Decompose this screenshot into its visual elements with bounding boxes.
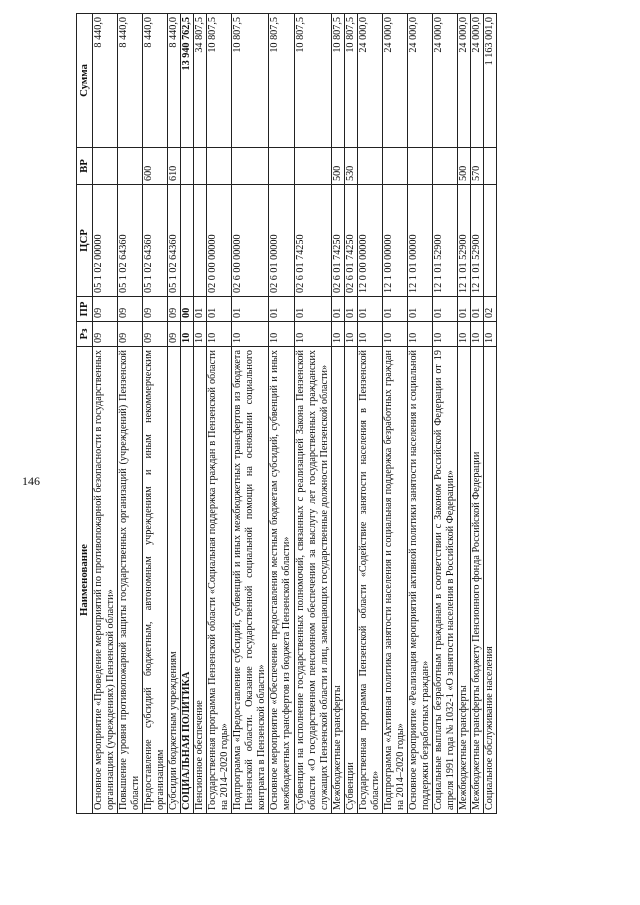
table-row: [483, 14, 496, 814]
budget-table: [76, 13, 497, 814]
cell-pr: 01: [232, 297, 269, 322]
cell-pr: 01: [344, 297, 357, 322]
cell-vr: 530: [344, 148, 357, 185]
cell-csr: 12 0 00 00000: [357, 185, 382, 297]
cell-csr: 12 1 01 00000: [407, 185, 432, 297]
cell-vr: [483, 148, 496, 185]
header-pr: ПР: [77, 297, 93, 322]
cell-vr: 600: [143, 148, 168, 185]
cell-sum: 24 000,0: [470, 14, 483, 148]
cell-sum: 24 000,0: [382, 14, 407, 148]
cell-csr: 12 1 01 52900: [470, 185, 483, 297]
cell-csr: 02 6 01 74250: [294, 185, 331, 297]
cell-vr: [269, 148, 294, 185]
table-row: [194, 14, 207, 814]
cell-csr: 02 6 00 00000: [232, 185, 269, 297]
cell-pr: 00: [181, 297, 194, 322]
cell-sum: 24 000,0: [407, 14, 432, 148]
cell-rz: 10: [269, 322, 294, 347]
cell-name: Пенсионное обеспечение: [194, 347, 207, 814]
cell-rz: 10: [483, 322, 496, 347]
cell-vr: [207, 148, 232, 185]
cell-sum: 10 807,5: [294, 14, 331, 148]
cell-pr: 01: [194, 297, 207, 322]
cell-vr: [407, 148, 432, 185]
cell-pr: 09: [143, 297, 168, 322]
table-row: [207, 14, 232, 814]
table-row: [407, 14, 432, 814]
cell-rz: 10: [432, 322, 457, 347]
cell-csr: 05 1 02 64360: [118, 185, 143, 297]
cell-name: Субвенции: [344, 347, 357, 814]
header-sum: Сумма: [77, 14, 93, 148]
cell-pr: 09: [118, 297, 143, 322]
cell-csr: 12 1 01 52900: [432, 185, 457, 297]
cell-name: Основное мероприятие «Проведение мероприятий по противопожарной безопасности в государственных организациях (учреждениях) Пензенской области»: [93, 347, 118, 814]
cell-sum: 24 000,0: [432, 14, 457, 148]
cell-rz: 10: [357, 322, 382, 347]
cell-name: Межбюджетные трансферты бюджету Пенсионного фонда Российской Федерации: [470, 347, 483, 814]
cell-rz: 10: [181, 322, 194, 347]
cell-name: Субвенции на исполнение государственных полномочий, связанных с реализацией Закона Пензенской области «О государственном пенсионном обеспечении за выслугу лет государственных гражданских служащих Пензенской области и лиц, замещающих государственные должности Пензенской области»: [294, 347, 331, 814]
cell-vr: 570: [470, 148, 483, 185]
cell-sum: 10 807,5: [344, 14, 357, 148]
cell-csr: [194, 185, 207, 297]
cell-name: СОЦИАЛЬНАЯ ПОЛИТИКА: [181, 347, 194, 814]
cell-vr: [357, 148, 382, 185]
cell-pr: 01: [470, 297, 483, 322]
cell-vr: 500: [457, 148, 470, 185]
cell-csr: 05 1 02 64360: [143, 185, 168, 297]
cell-pr: 02: [483, 297, 496, 322]
cell-sum: 10 807,5: [232, 14, 269, 148]
cell-name: Межбюджетные трансферты: [331, 347, 344, 814]
cell-rz: 10: [407, 322, 432, 347]
cell-csr: 05 1 02 64360: [168, 185, 181, 297]
cell-rz: 10: [344, 322, 357, 347]
cell-pr: 01: [207, 297, 232, 322]
cell-vr: [118, 148, 143, 185]
cell-csr: 05 1 02 00000: [93, 185, 118, 297]
cell-csr: 02 0 00 00000: [207, 185, 232, 297]
cell-name: Подпрограмма «Предоставление субсидий, субвенций и иных межбюджетных трансфертов из бюджета Пензенской области. Оказание государственной социальной помощи на основании социального контракта в Пензенской области»: [232, 347, 269, 814]
cell-pr: 01: [407, 297, 432, 322]
cell-vr: [93, 148, 118, 185]
table-row: [118, 14, 143, 814]
table-row: [382, 14, 407, 814]
cell-pr: 09: [93, 297, 118, 322]
cell-csr: 12 1 00 00000: [382, 185, 407, 297]
table-row: [232, 14, 269, 814]
cell-name: Повышение уровня противопожарной защиты государственных организаций (учреждений) Пензенской области: [118, 347, 143, 814]
cell-rz: 09: [143, 322, 168, 347]
cell-name: Государственная программа Пензенской области «Содействие занятости населения в Пензенской области»: [357, 347, 382, 814]
table-row: [357, 14, 382, 814]
rotated-table-container: [76, 14, 586, 814]
cell-name: Основное мероприятие «Реализация мероприятий активной политики занятости населения и социальной поддержки безработных граждан»: [407, 347, 432, 814]
cell-csr: [483, 185, 496, 297]
cell-sum: 10 807,5: [207, 14, 232, 148]
cell-rz: 10: [207, 322, 232, 347]
cell-rz: 10: [331, 322, 344, 347]
table-row: [432, 14, 457, 814]
cell-csr: 02 6 01 74250: [331, 185, 344, 297]
cell-rz: 10: [232, 322, 269, 347]
cell-pr: 01: [382, 297, 407, 322]
table-row: [470, 14, 483, 814]
cell-pr: 01: [331, 297, 344, 322]
cell-sum: 24 000,0: [457, 14, 470, 148]
table-row: [344, 14, 357, 814]
cell-rz: 10: [470, 322, 483, 347]
cell-name: Социальное обслуживание населения: [483, 347, 496, 814]
cell-vr: 610: [168, 148, 181, 185]
header-row: [77, 14, 93, 814]
cell-rz: 10: [294, 322, 331, 347]
table-row: [143, 14, 168, 814]
cell-sum: 8 440,0: [143, 14, 168, 148]
cell-vr: [382, 148, 407, 185]
cell-vr: 500: [331, 148, 344, 185]
cell-vr: [294, 148, 331, 185]
cell-name: Межбюджетные трансферты: [457, 347, 470, 814]
table-row: [269, 14, 294, 814]
cell-csr: 12 1 01 52900: [457, 185, 470, 297]
table-row: [457, 14, 470, 814]
cell-rz: 10: [457, 322, 470, 347]
page-number: 146: [22, 474, 40, 488]
cell-csr: 02 6 01 74250: [344, 185, 357, 297]
cell-name: Подпрограмма «Активная политика занятости населения и социальная поддержка безработных граждан на 2014–2020 годы»: [382, 347, 407, 814]
cell-rz: 09: [93, 322, 118, 347]
cell-pr: 01: [432, 297, 457, 322]
header-name: Наименование: [77, 347, 93, 814]
table-row: [331, 14, 344, 814]
cell-vr: [432, 148, 457, 185]
cell-sum: 34 807,5: [194, 14, 207, 148]
cell-csr: 02 6 01 00000: [269, 185, 294, 297]
cell-pr: 01: [269, 297, 294, 322]
cell-rz: 10: [194, 322, 207, 347]
cell-vr: [194, 148, 207, 185]
cell-pr: 01: [457, 297, 470, 322]
table-row: [181, 14, 194, 814]
cell-csr: [181, 185, 194, 297]
cell-rz: 09: [168, 322, 181, 347]
cell-sum: 24 000,0: [357, 14, 382, 148]
cell-sum: 10 807,5: [269, 14, 294, 148]
table-row: [93, 14, 118, 814]
cell-rz: 10: [382, 322, 407, 347]
cell-pr: 01: [357, 297, 382, 322]
cell-name: Предоставление субсидий бюджетным, автономным учреждениям и иным некоммерческим организациям: [143, 347, 168, 814]
cell-sum: 8 440,0: [168, 14, 181, 148]
cell-sum: 8 440,0: [93, 14, 118, 148]
cell-name: Субсидии бюджетным учреждениям: [168, 347, 181, 814]
cell-sum: 1 163 001,0: [483, 14, 496, 148]
cell-name: Социальные выплаты безработным гражданам в соответствии с Законом Российской Федерации от 19 апреля 1991 года № 1032-1 «О занятости населения в Российской Федерации»: [432, 347, 457, 814]
cell-sum: 13 940 762,5: [181, 14, 194, 148]
cell-pr: 01: [294, 297, 331, 322]
cell-vr: [232, 148, 269, 185]
header-vr: ВР: [77, 148, 93, 185]
cell-pr: 09: [168, 297, 181, 322]
cell-name: Государственная программа Пензенской области «Социальная поддержка граждан в Пензенской области на 2014–2020 годы»: [207, 347, 232, 814]
cell-sum: 10 807,5: [331, 14, 344, 148]
cell-sum: 8 440,0: [118, 14, 143, 148]
table-row: [294, 14, 331, 814]
cell-rz: 09: [118, 322, 143, 347]
table-row: [168, 14, 181, 814]
cell-vr: [181, 148, 194, 185]
header-csr: ЦСР: [77, 185, 93, 297]
header-rz: Рз: [77, 322, 93, 347]
cell-name: Основное мероприятие «Обеспечение предоставления местным бюджетам субсидий, субвенций и иных межбюджетных трансфертов из бюджета Пензенской области»: [269, 347, 294, 814]
